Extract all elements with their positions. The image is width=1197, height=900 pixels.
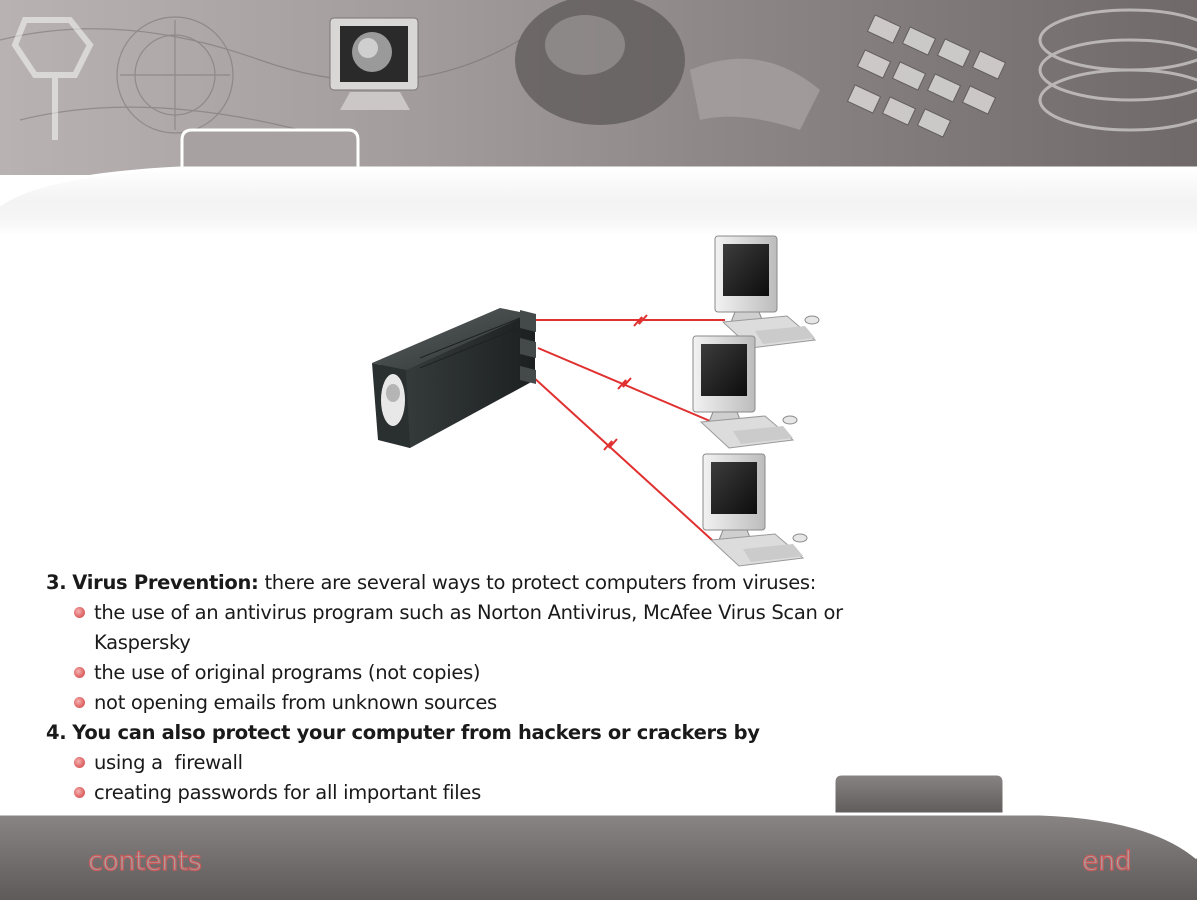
network-diagram bbox=[360, 228, 840, 573]
desktop-computer-icon bbox=[703, 454, 807, 566]
item-hacker-protection bbox=[46, 718, 946, 748]
item-number: 3. bbox=[46, 571, 67, 594]
list-item-text: using a firewall bbox=[94, 751, 243, 774]
list-item bbox=[46, 658, 946, 688]
list-item-text: not opening emails from unknown sources bbox=[94, 691, 497, 714]
list-item-text: creating passwords for all important files bbox=[94, 781, 481, 804]
footer-bar bbox=[0, 770, 1197, 900]
header-banner bbox=[0, 0, 1197, 235]
list-item bbox=[46, 598, 894, 658]
banner-collage-image bbox=[0, 0, 1197, 235]
item-heading: You can also protect your computer from hackers or crackers by bbox=[72, 721, 760, 744]
footer-background bbox=[0, 770, 1197, 900]
bullet-icon bbox=[74, 757, 85, 768]
item-number: 4. bbox=[46, 721, 67, 744]
desktop-computer-icon bbox=[715, 236, 819, 348]
bullet-icon bbox=[74, 697, 85, 708]
end-link[interactable]: end bbox=[1082, 846, 1132, 877]
desktop-computer-icon bbox=[693, 336, 797, 448]
list-item bbox=[46, 688, 946, 718]
item-virus-prevention bbox=[46, 568, 946, 598]
firewall-device-icon bbox=[372, 308, 536, 448]
item-text: there are several ways to protect computers from viruses: bbox=[258, 571, 817, 594]
bullet-icon bbox=[74, 607, 85, 618]
contents-link[interactable]: contents bbox=[88, 846, 202, 877]
list-item-text: the use of an antivirus program such as Norton Antivirus, McAfee Virus Scan or Kaspersky bbox=[94, 601, 843, 654]
list-item-text: the use of original programs (not copies) bbox=[94, 661, 481, 684]
bullet-icon bbox=[74, 667, 85, 678]
item-heading: Virus Prevention: bbox=[72, 571, 259, 594]
